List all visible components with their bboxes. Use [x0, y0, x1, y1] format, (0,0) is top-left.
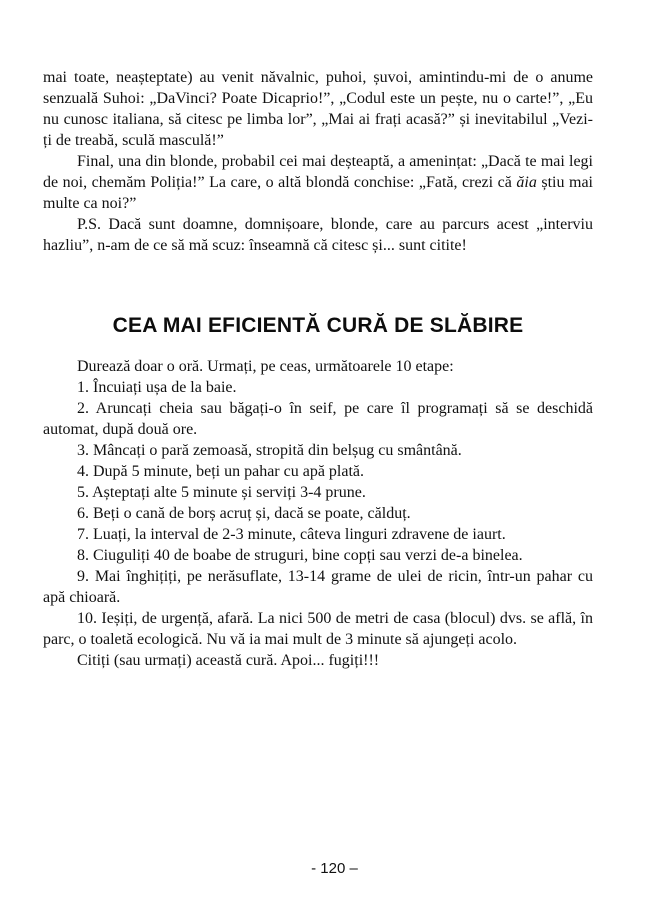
step-item: 8. Ciuguliți 40 de boabe de struguri, bine copți sau verzi de-a binelea.: [77, 547, 523, 564]
paragraph-postscript: P.S. Dacă sunt doamne, domnișoare, blonde, care au parcurs acest „interviu hazliu”, n-am de ce să mă scuz: înseamnă că citesc și... sunt citite!: [43, 216, 593, 254]
step-item: 5. Așteptați alte 5 minute și serviți 3-4 prune.: [77, 484, 366, 501]
emphasis-word: ăia: [516, 174, 537, 191]
step-item: 4. După 5 minute, beți un pahar cu apă plată.: [77, 463, 365, 480]
closing-line: Citiți (sau urmați) această cură. Apoi... fugiți!!!: [77, 652, 380, 669]
step-item: 3. Mâncați o pară zemoasă, stropită din belșug cu smântână.: [77, 442, 462, 459]
paragraph-continuation: mai toate, neașteptate) au venit năvalnic, puhoi, șuvoi, amintindu-mi de o anume senzuală Suhoi: „DaVinci? Poate Dicaprio!”, „Codul este un pește, nu o carte!”, „Eu nu cunosc italiana, să citesc pe limba lor”, „Mai ai frați acasă?” și inevitabilul „Vezi-ți de treabă, sculă masculă!”: [43, 69, 593, 149]
diet-section: [43, 356, 593, 671]
step-item: 1. Încuiați ușa de la baie.: [77, 379, 237, 396]
paragraph-blondes-threat: Final, una din blonde, probabil cei mai deșteaptă, a amenințat: „Dacă te mai legi de noi, chemăm Poliția!” La care, o altă blondă conchise: „Fată, crezi că ăia știu mai multe ca noi?”: [43, 153, 594, 212]
page-number: - 120 –: [311, 860, 358, 877]
step-item: 2. Aruncați cheia sau băgați-o în seif, pe care îl programați să se deschidă automat, după două ore.: [43, 400, 593, 438]
intro-section: [43, 67, 593, 256]
step-item: 7. Luați, la interval de 2-3 minute, câteva linguri zdravene de iaurt.: [77, 526, 506, 543]
step-item: 9. Mai înghițiți, pe nerăsuflate, 13-14 grame de ulei de ricin, într-un pahar cu apă chioară.: [43, 568, 593, 606]
diet-intro: Durează doar o oră. Urmați, pe ceas, următoarele 10 etape:: [77, 358, 454, 375]
chapter-title: CEA MAI EFICIENTĂ CURĂ DE SLĂBIRE: [112, 314, 524, 337]
step-item: 6. Beți o cană de borș acruț și, dacă se poate, călduț.: [77, 505, 411, 522]
step-item: 10. Ieșiți, de urgență, afară. La nici 500 de metri de casa (blocul) dvs. se află, în parc, o toaletă ecologică. Nu vă ia mai mult de 3 minute să ajungeți acolo.: [43, 610, 593, 648]
